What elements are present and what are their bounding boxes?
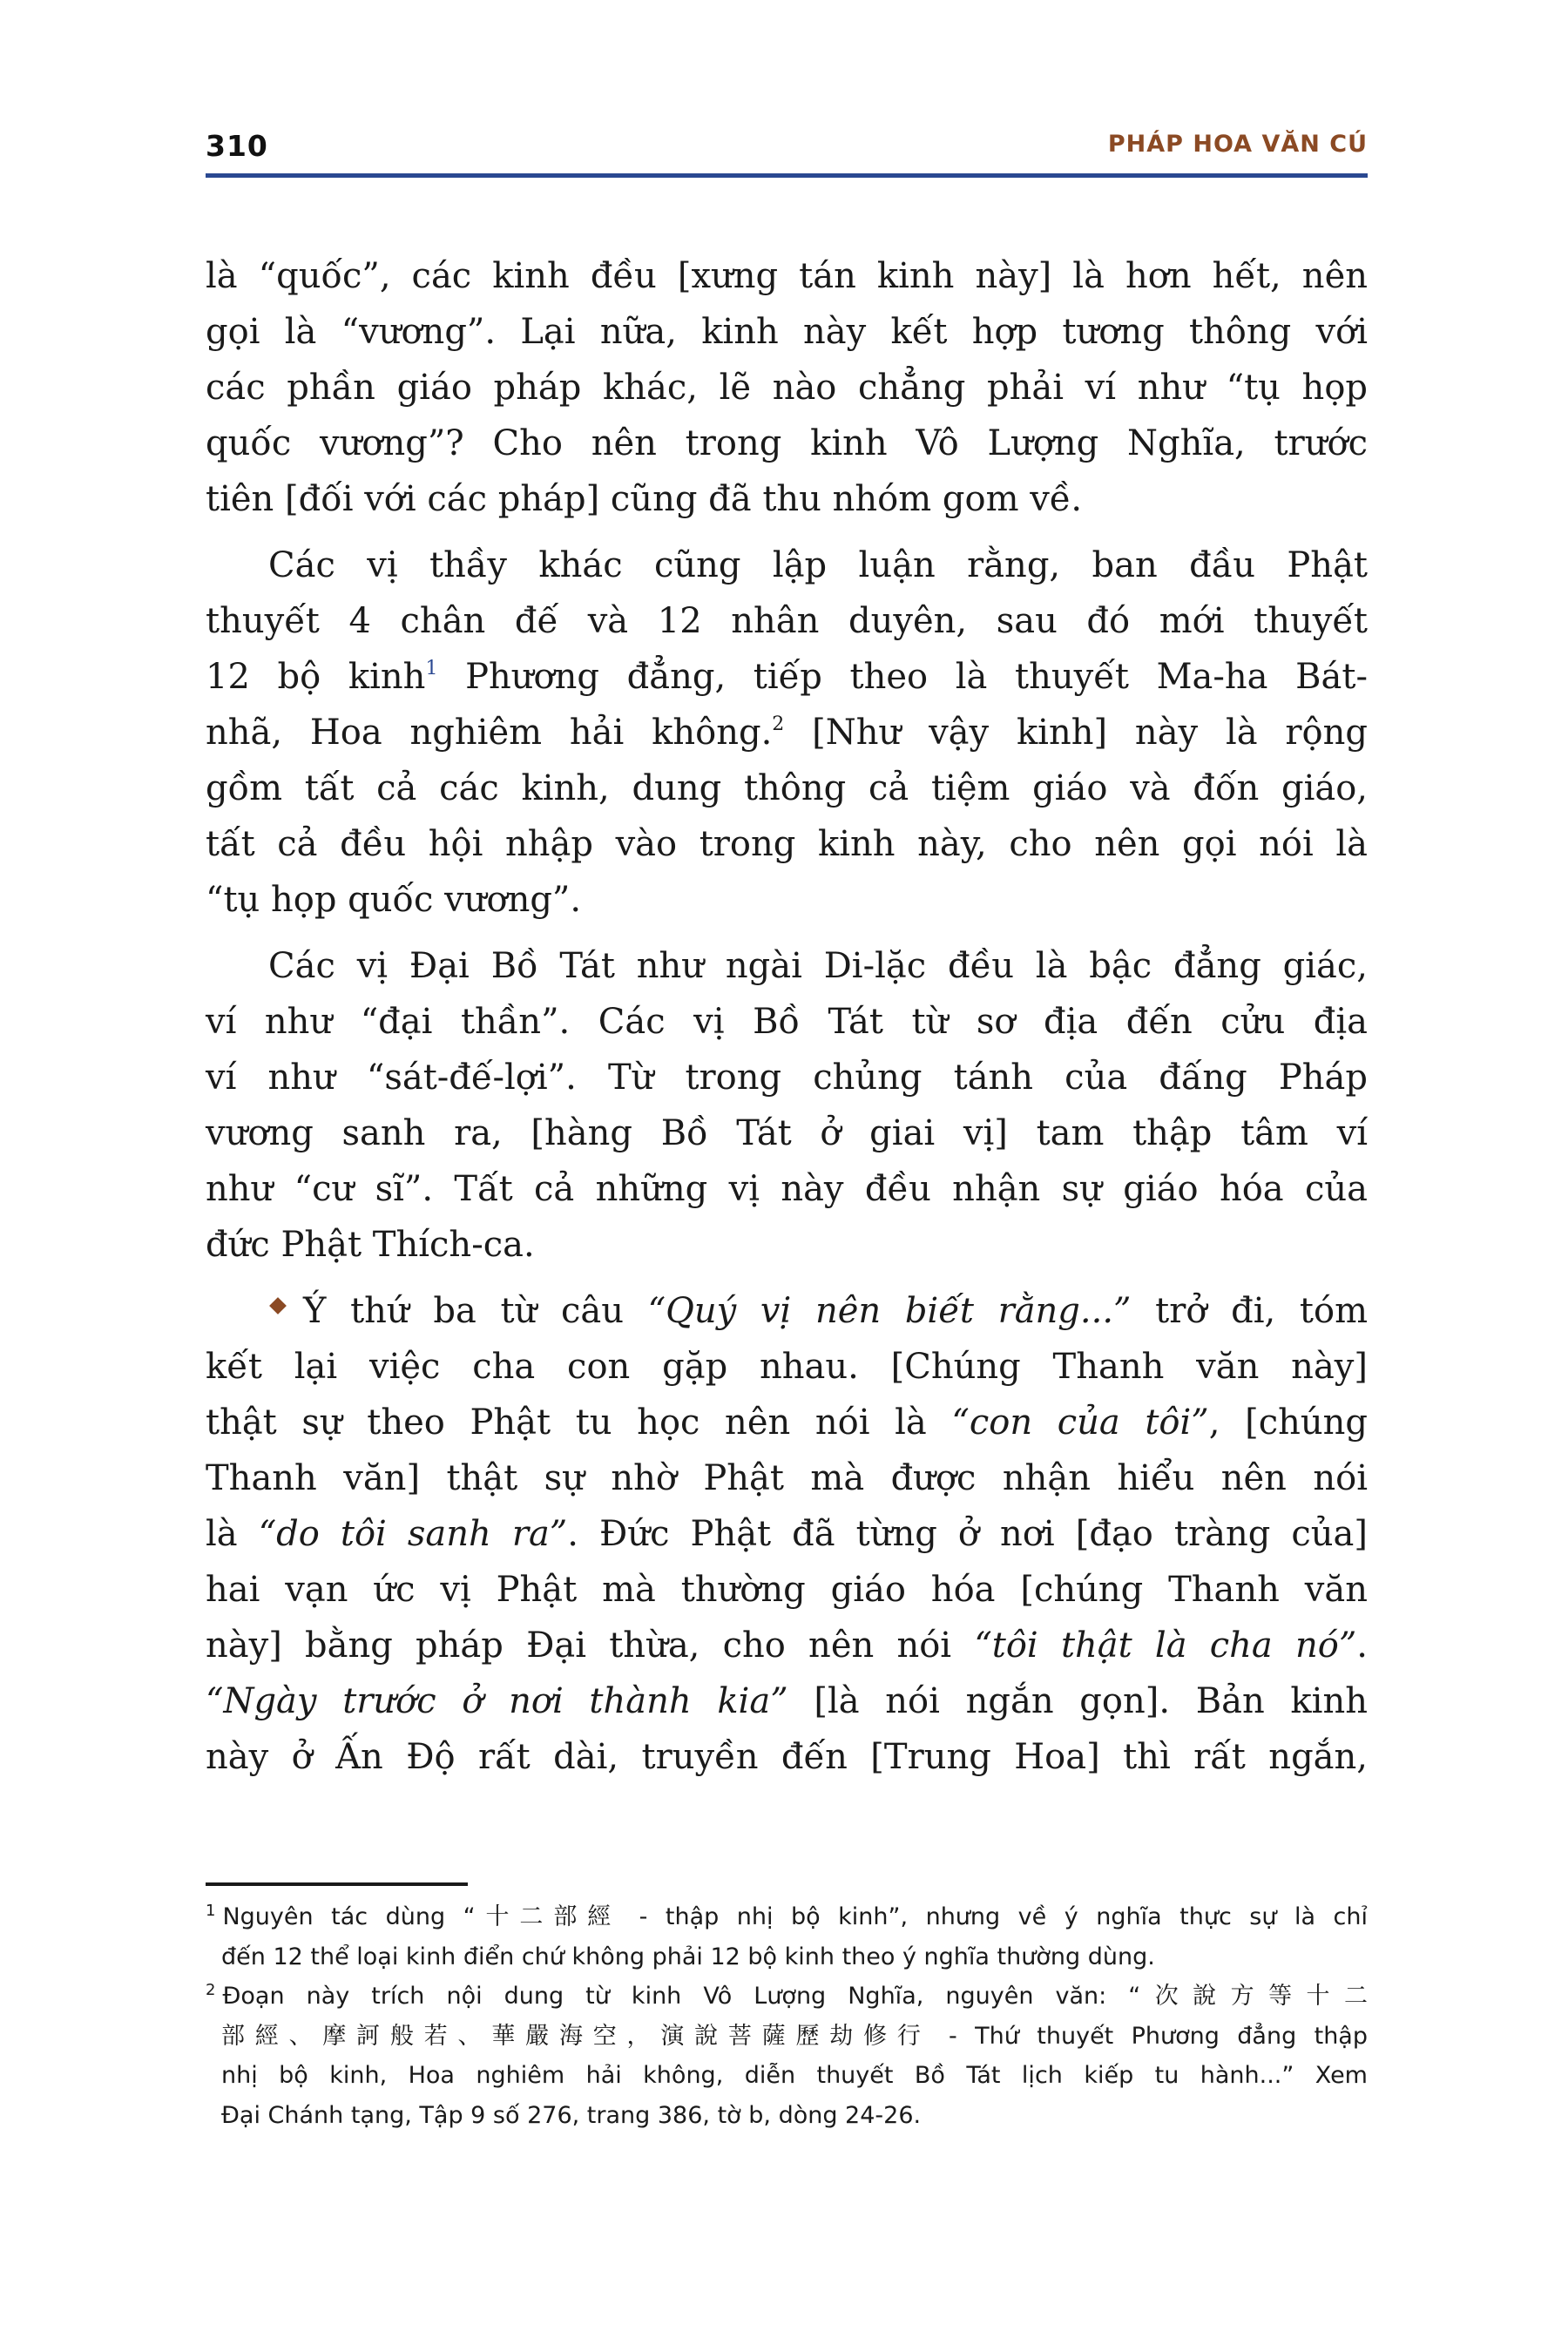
text-segment: [là nói ngắn gọn]. Bản kinh [787, 1681, 1368, 1721]
footnote-mark: 2 [206, 1981, 216, 1999]
text-line: Các vị Đại Bồ Tát như ngài Di-lặc đều là bậc đẳng giác, [268, 946, 1368, 986]
text-segment: là [206, 1514, 259, 1554]
text-segment: , [chúng [1208, 1402, 1368, 1443]
italic-quote: “tôi thật là cha nó” [974, 1625, 1357, 1666]
running-title: PHÁP HOA VĂN CÚ [1107, 131, 1368, 158]
text-segment: [Như vậy kinh] này là rộng [784, 713, 1368, 753]
text-line: ví như “đại thần”. Các vị Bồ Tát từ sơ địa đến cửu địa [206, 1002, 1368, 1042]
paragraph-3 [206, 938, 1368, 1273]
text-segment: . Đức Phật đã từng ở nơi [đạo tràng của] [567, 1514, 1369, 1554]
footnote-text: Đoạn này trích nội dung từ kinh Vô Lượng Nghĩa, nguyên văn: “次說方等十二 [222, 1983, 1368, 2010]
text-segment: trở đi, tóm [1131, 1291, 1368, 1331]
text-segment: thật sự theo Phật tu học nên nói là [206, 1402, 952, 1443]
text-line: Các vị thầy khác cũng lập luận rằng, ban đầu Phật [268, 545, 1368, 585]
italic-quote: “con của tôi” [951, 1402, 1209, 1443]
text-line: tiên [đối với các pháp] cũng đã thu nhóm gom về. [206, 479, 1083, 519]
text-segment: . [1356, 1625, 1368, 1666]
footnote-line: 部經、摩訶般若、華嚴海空，演說菩薩歷劫修行 - Thứ thuyết Phương đẳng thập [221, 2022, 1368, 2050]
text-segment: nhã, Hoa nghiêm hải không. [206, 713, 773, 753]
text-line [206, 1673, 1368, 1729]
text-line: các phần giáo pháp khác, lẽ nào chẳng phải ví như “tụ họp [206, 368, 1368, 408]
italic-quote: “Ngày trước ở nơi thành kia” [206, 1681, 788, 1721]
text-line: như “cư sĩ”. Tất cả những vị này đều nhận sự giáo hóa của [206, 1169, 1368, 1209]
header-rule [206, 173, 1368, 178]
footnote-line: Đại Chánh tạng, Tập 9 số 276, trang 386, tờ b, dòng 24-26. [221, 2101, 922, 2129]
text-line [206, 649, 1368, 705]
text-line: kết lại việc cha con gặp nhau. [Chúng Thanh văn này] [206, 1347, 1368, 1387]
text-segment: Phương đẳng, tiếp theo là thuyết Ma-ha Bát- [437, 657, 1368, 697]
footnote-ref-2[interactable]: 2 [772, 713, 785, 735]
text-line [206, 1395, 1368, 1450]
footnote-2 [206, 1977, 1368, 2135]
footnotes [206, 1897, 1368, 2135]
footnote-mark: 1 [206, 1902, 216, 1920]
footnote-ref-1[interactable]: 1 [425, 658, 438, 679]
diamond-bullet-icon [269, 1297, 287, 1315]
text-line: tất cả đều hội nhập vào trong kinh này, cho nên gọi nói là [206, 824, 1368, 864]
text-line: thuyết 4 chân đế và 12 nhân duyên, sau đó mới thuyết [206, 601, 1368, 641]
text-line [206, 1283, 1368, 1339]
text-segment: Ý thứ ba từ câu [303, 1291, 648, 1331]
text-segment: 12 bộ kinh [206, 657, 426, 697]
page-header [206, 120, 1368, 181]
text-line [206, 1506, 1368, 1562]
text-line: Thanh văn] thật sự nhờ Phật mà được nhận hiểu nên nói [206, 1458, 1368, 1498]
italic-quote: “Quý vị nên biết rằng...” [647, 1291, 1132, 1331]
paragraph-4 [206, 1283, 1368, 1785]
text-line: đức Phật Thích-ca. [206, 1225, 535, 1265]
text-line: gọi là “vương”. Lại nữa, kinh này kết hợp tương thông với [206, 312, 1368, 352]
body-text [206, 248, 1368, 1795]
text-line [206, 705, 1368, 760]
footnote-1 [206, 1897, 1368, 1977]
footnote-line [206, 1897, 1368, 1937]
text-line: gồm tất cả các kinh, dung thông cả tiệm giáo và đốn giáo, [206, 768, 1368, 808]
text-line: “tụ họp quốc vương”. [206, 880, 582, 920]
text-line: ví như “sát-đế-lợi”. Từ trong chủng tánh của đấng Pháp [206, 1058, 1368, 1098]
text-segment: này] bằng pháp Đại thừa, cho nên nói [206, 1625, 975, 1666]
text-line: hai vạn ức vị Phật mà thường giáo hóa [chúng Thanh văn [206, 1570, 1368, 1610]
text-line: vương sanh ra, [hàng Bồ Tát ở giai vị] tam thập tâm ví [206, 1113, 1368, 1153]
text-line: quốc vương”? Cho nên trong kinh Vô Lượng Nghĩa, trước [206, 423, 1368, 463]
footnote-text: Nguyên tác dùng “十二部經 - thập nhị bộ kinh”, nhưng về ý nghĩa thực sự là chỉ [222, 1903, 1368, 1930]
footnote-line: nhị bộ kinh, Hoa nghiêm hải không, diễn thuyết Bồ Tát lịch kiếp tu hành...” Xem [221, 2062, 1368, 2089]
footnote-line [206, 1977, 1368, 2017]
footnote-line: đến 12 thể loại kinh điển chứ không phải 12 bộ kinh theo ý nghĩa thường dùng. [221, 1943, 1155, 1970]
text-line: này ở Ấn Độ rất dài, truyền đến [Trung Hoa] thì rất ngắn, [206, 1737, 1368, 1777]
page-number: 310 [206, 129, 268, 163]
footnote-divider [206, 1882, 468, 1886]
text-line [206, 1618, 1368, 1673]
paragraph-1 [206, 248, 1368, 527]
text-line: là “quốc”, các kinh đều [xưng tán kinh này] là hơn hết, nên [206, 256, 1368, 296]
italic-quote: “do tôi sanh ra” [258, 1514, 568, 1554]
paragraph-2 [206, 537, 1368, 928]
